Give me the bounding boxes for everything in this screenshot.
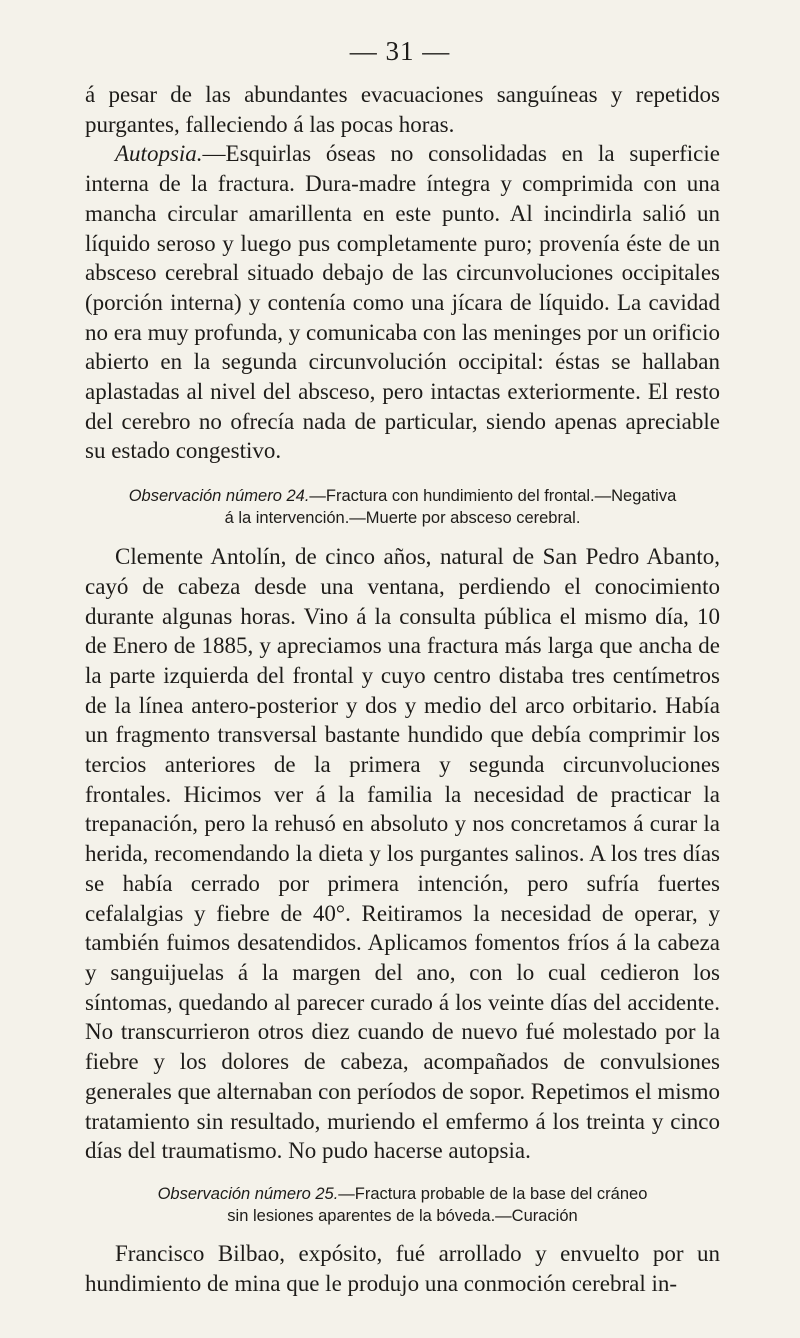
paragraph-continuation: á pesar de las abundantes evacuaciones sanguíneas y repetidos purgantes, falleciendo á las pocas horas. xyxy=(85,82,720,137)
observation-24-line-1 xyxy=(85,485,720,507)
observation-25-label: Observación número 25. xyxy=(157,1184,339,1203)
observation-24-label: Observación número 24. xyxy=(128,487,310,506)
autopsy-text: —Esquirlas óseas no consolidadas en la superficie interna de la fractura. Dura-madre íntegra y comprimida con una mancha circular amarillenta en este punto. Al incindirla salió un líquido seroso y luego pus completamente puro; provenía éste de un absceso cerebral situado debajo de las circunvoluciones occipitales (porción interna) y contenía como una jícara de líquido. La cavidad no era muy profunda, y comunicaba con las meninges por un orificio abierto en la segunda circunvolución occipital: éstas se hallaban aplastadas al nivel del absceso, pero intactas exteriormente. El resto del cerebro no ofrecía nada de particular, siendo apenas apreciable su estado congestivo. xyxy=(85,141,720,464)
paragraph-case-24: Clemente Antolín, de cinco años, natural de San Pedro Abanto, cayó de cabeza desde una ventana, perdiendo el conocimiento durante algunas horas. Vino á la consulta pública el mismo día, 10 de Enero de 1885, y apreciamos una fractura más larga que ancha de la parte izquierda del frontal y cuyo centro distaba tres centímetros de la línea antero-posterior y dos y medio del arco orbitario. Había un fragmento transversal bastante hundido que debía comprimir los tercios anteriores de la primera y segunda circunvoluciones frontales. Hicimos ver á la familia la necesidad de practicar la trepanación, pero la rehusó en absoluto y nos concretamos á curar la herida, recomendando la dieta y los purgantes salinos. A los tres días se había cerrado por primera intención, pero sufría fuertes cefalalgias y fiebre de 40°. Reitiramos la necesidad de operar, y también fuimos desatendidos. Aplicamos fomentos fríos á la cabeza y sanguijuelas á la margen del ano, con lo cual cedieron los síntomas, quedando al parecer curado á los veinte días del accidente. No transcurrieron otros diez cuando de nuevo fué molestado por la fiebre y los dolores de cabeza, acompañados de convulsiones generales que alternaban con períodos de sopor. Repetimos el mismo tratamiento sin resultado, muriendo el emfermo á los treinta y cinco días del traumatismo. No pudo hacerse autopsia. xyxy=(85,544,720,1164)
observation-24-line-2: á la intervención.—Muerte por absceso cerebral. xyxy=(224,509,581,528)
observation-25-title-1: —Fractura probable de la base del cráneo xyxy=(338,1184,648,1203)
observation-25-line-1 xyxy=(85,1183,720,1205)
text-column xyxy=(85,80,720,1298)
observation-25-line-2: sin lesiones aparentes de la bóveda.—Curación xyxy=(227,1206,578,1225)
paragraph-autopsy xyxy=(85,139,720,466)
observation-24-heading xyxy=(85,485,720,529)
paragraph-case-25: Francisco Bilbao, expósito, fué arrollado y envuelto por un hundimiento de mina que le produjo una conmoción cerebral in- xyxy=(85,1240,720,1296)
observation-25-heading xyxy=(85,1183,720,1227)
autopsy-term: Autopsia. xyxy=(115,141,203,167)
observation-24-title-1: —Fractura con hundimiento del frontal.—Negativa xyxy=(309,487,677,506)
page-number: — 31 — xyxy=(349,36,451,66)
